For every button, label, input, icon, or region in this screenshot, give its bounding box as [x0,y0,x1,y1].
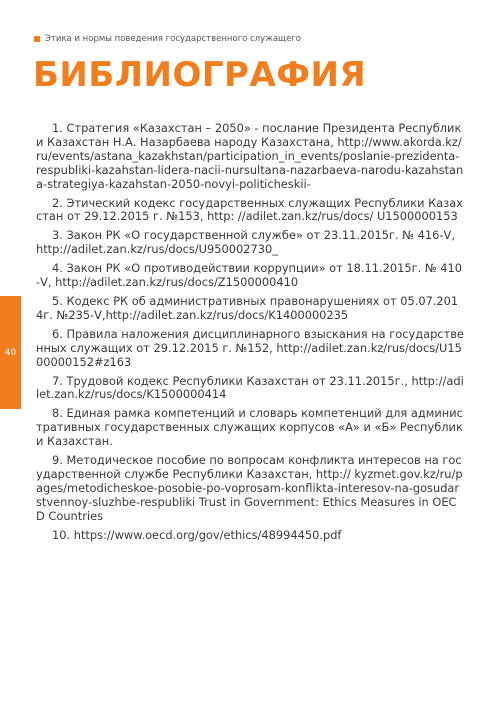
section-header [34,34,301,44]
bibliography-list [36,122,464,547]
section-label: Этика и нормы поведения государственного служащего [45,34,301,44]
reference-item: 2. Этический кодекс государственных служащих Республики Казахстан от 29.12.2015 г. №153, http: //adilet.zan.kz/rus/docs/ U1500000153 [36,195,463,224]
reference-item: 7. Трудовой кодекс Республики Казахстан от 23.11.2015г., http://adilet.zan.kz/rus/docs/K1500000414 [36,373,464,402]
reference-item: 1. Стратегия «Казахстан – 2050» - послание Президента Республики Казахстан Н.А. Назарбаева народу Казахстана, http://www.akorda.kz/ru/events/astana_kazakhstan/participation_in_events/poslanie-prezidenta-respubliki-kazahstan-lidera-nacii-nursultana-nazarbaeva-narodu-kazahstana-strategiya-kazahstan-2050-novyi-politicheskii- [36,121,464,191]
page-number: 40 [4,347,17,358]
page-number-tab [0,296,21,409]
page-title: БИБЛИОГРАФИЯ [33,55,367,95]
reference-item: 4. Закон РК «О противодействии коррупции» от 18.11.2015г. № 410-V, http://adilet.zan.kz/rus/docs/Z1500000410 [36,261,463,290]
reference-item: 3. Закон РК «О государственной службе» от 23.11.2015г. № 416-V, http://adilet.zan.kz/rus/docs/U950002730_ [36,228,455,257]
orange-square-icon [34,36,40,42]
reference-item: 10. https://www.oecd.org/gov/ethics/48994450.pdf [52,527,342,542]
reference-item: 5. Кодекс РК об административных правонарушениях от 05.07.2014г. №235-V,http://adilet.zan.kz/rus/docs/K1400000235 [36,293,459,322]
reference-item: 6. Правила наложения дисциплинарного взыскания на государственных служащих от 29.12.2015 г. №152, http://adilet.zan.kz/rus/docs/U1500000152#z163 [36,326,464,369]
reference-item: 9. Методическое пособие по вопросам конфликта интересов на государственной службе Республики Казахстан, http:// kyzmet.gov.kz/ru/pages/metodicheskoe-posobie-po-voprosam-konflikta-interesov-na-gosudarstvennoy-sluzhbe-respubliki Trust in Government: Ethics Measures in OECD Countries [36,453,463,523]
reference-item: 8. Единая рамка компетенций и словарь компетенций для административных государственных служащих корпусов «А» и «Б» Республики Казахстан. [36,406,463,449]
